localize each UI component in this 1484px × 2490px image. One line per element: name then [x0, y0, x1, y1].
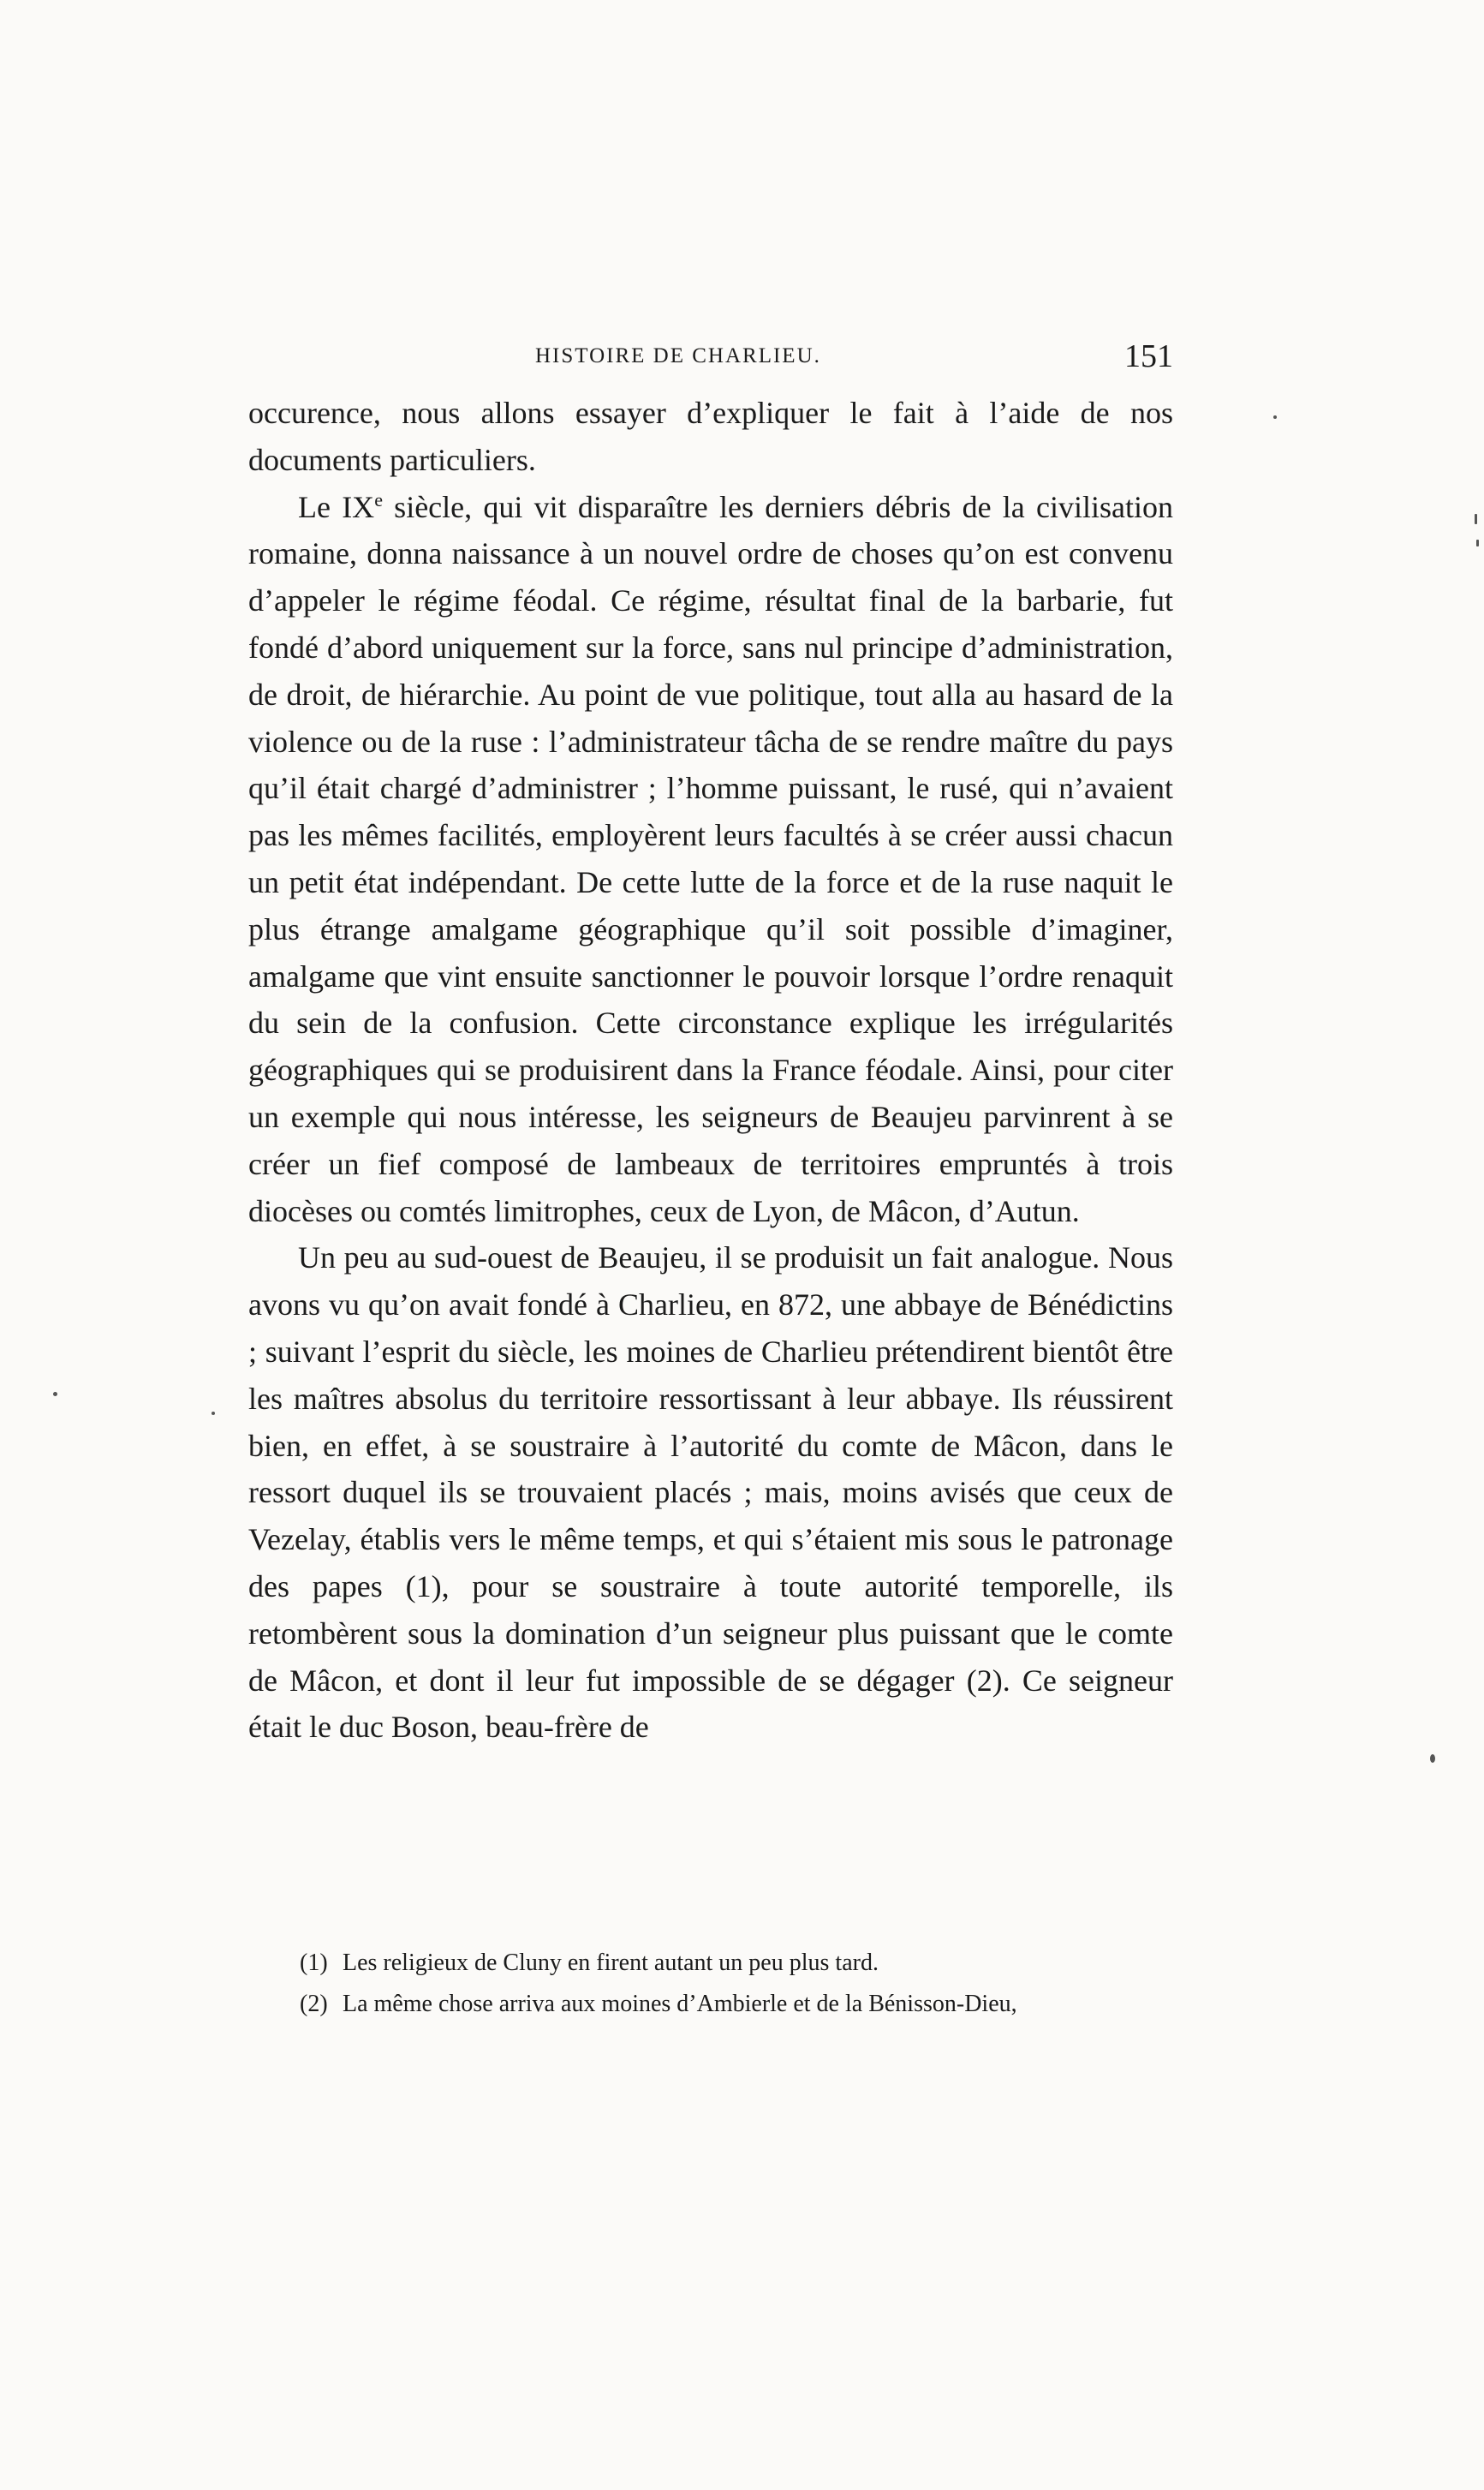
scan-speck [1273, 415, 1277, 419]
paragraph-2-rest: siècle, qui vit disparaître les derniers débris de la civilisation romaine, donna naissance à un nouvel ordre de choses qu’on est convenu d’appeler le régime féodal. Ce régime, résultat final de la barbarie, fut fondé d’abord uniquement sur la force, sans nul principe d’administration, de droit, de hiérarchie. Au point de vue politique, tout alla au hasard de la violence ou de la ruse : l’administrateur tâcha de se rendre maître du pays qu’il était chargé d’administrer ; l’homme puissant, le rusé, qui n’avaient pas les mêmes facilités, employèrent leurs facultés à se créer aussi chacun un petit état indépendant. De cette lutte de la force et de la ruse naquit le plus étrange amalgame géographique qu’il soit possible d’imaginer, amalgame que vint ensuite sanctionner le pouvoir lorsque l’ordre renaquit du sein de la confusion. Cette circonstance explique les irrégularités géographiques qui se produisirent dans la France féodale. Ainsi, pour citer un exemple qui nous intéresse, les seigneurs de Beaujeu parvinrent à se créer un fief composé de lambeaux de territoires empruntés à trois diocèses ou comtés limitrophes, ceux de Lyon, de Mâcon, d’Autun. [248, 489, 1173, 1228]
footnotes [300, 1943, 1190, 2025]
footnote-2-mark: (2) [300, 1991, 328, 2017]
paragraph-2-start: Le IX [298, 489, 375, 524]
page-number: 151 [1124, 338, 1173, 374]
body-text [248, 390, 1173, 1751]
footnote-1 [300, 1943, 1190, 1984]
paragraph-1: occurence, nous allons essayer d’expliquer le fait à l’aide de nos documents particuliers. [248, 396, 1173, 477]
footnote-2 [300, 1984, 1190, 2025]
footnote-1-mark: (1) [300, 1950, 328, 1976]
paragraph-3: Un peu au sud-ouest de Beaujeu, il se produisit un fait analogue. Nous avons vu qu’on avait fondé à Charlieu, en 872, une abbaye de Bénédictins ; suivant l’esprit du siècle, les moines de Charlieu prétendirent bientôt être les maîtres absolus du territoire ressortissant à leur abbaye. Ils réussirent bien, en effet, à se soustraire à l’autorité du comte de Mâcon, dans le ressort duquel ils se trouvaient placés ; mais, moins avisés que ceux de Vezelay, établis vers le même temps, et qui s’étaient mis sous le patronage des papes (1), pour se soustraire à toute autorité temporelle, ils retombèrent sous la domination d’un seigneur plus puissant que le comte de Mâcon, et dont il leur fut impossible de se dégager (2). Ce seigneur était le duc Boson, beau-frère de [248, 1240, 1173, 1745]
paragraph-2-superscript: e [374, 488, 383, 511]
running-head [248, 338, 1173, 387]
scan-speck [212, 1412, 215, 1415]
scan-speck [1430, 1754, 1435, 1763]
running-title: HISTOIRE DE CHARLIEU. [535, 344, 821, 367]
footnote-1-text: Les religieux de Cluny en firent autant un peu plus tard. [343, 1950, 879, 1976]
scan-speck [53, 1392, 57, 1396]
paragraph-2 [248, 484, 1173, 1235]
scan-speck [1475, 514, 1477, 524]
scan-speck [1476, 540, 1479, 546]
footnote-2-text: La même chose arriva aux moines d’Ambierle et de la Bénisson-Dieu, [343, 1991, 1017, 2017]
